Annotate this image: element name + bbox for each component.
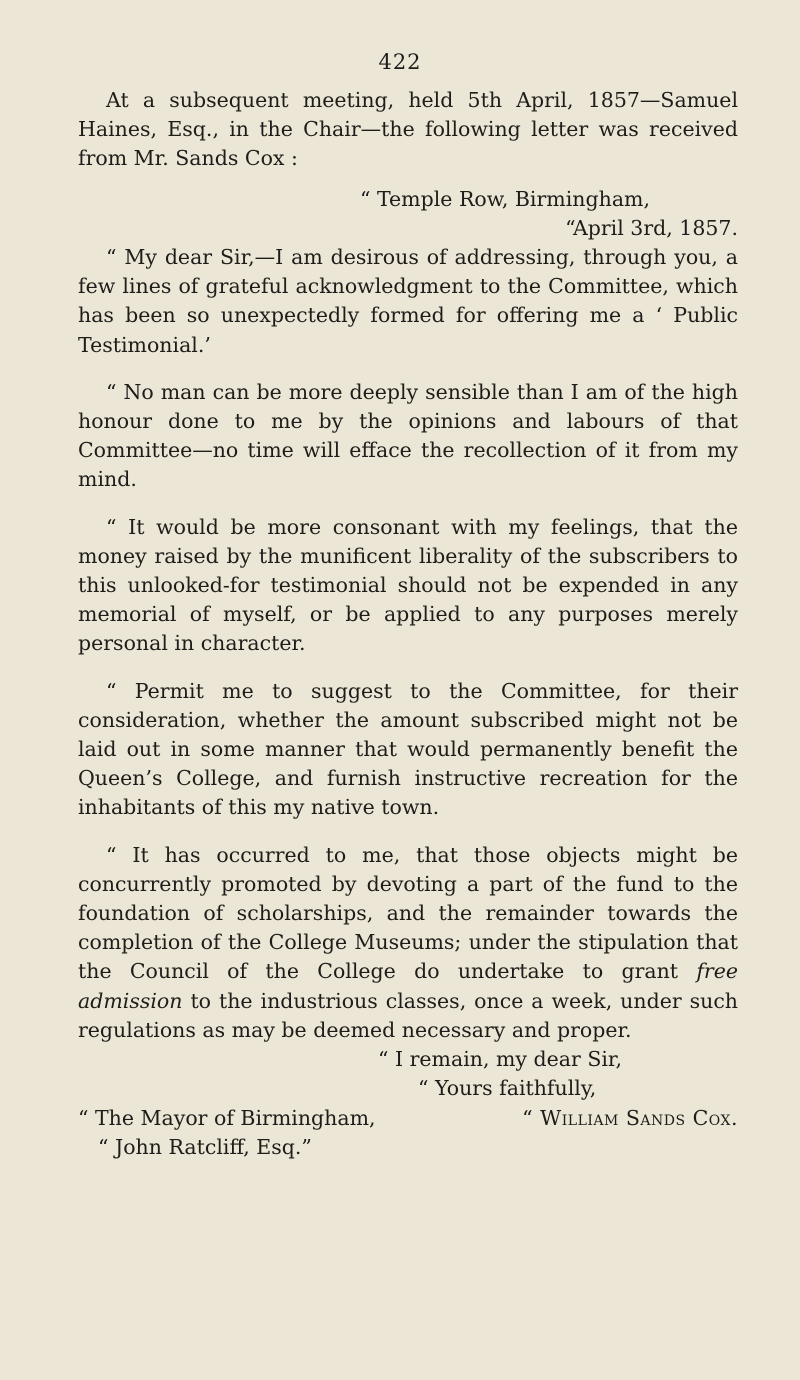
last-paragraph-text-end: to the industrious classes, once a week, under such regulations as may be deemed necessary and proper.: [78, 988, 738, 1042]
last-paragraph-text: “ It has occurred to me, that those objects might be concurrently promoted by devoting a part of the fund to the foundation of scholarships, and the remainder towards the completion of the College Museums; under the stipulation that the Council of the College do undertake to grant: [78, 842, 738, 984]
letter-date: “April 3rd, 1857.: [565, 215, 738, 240]
page-number: 422: [378, 50, 422, 74]
closing-line: “ I remain, my dear Sir,: [378, 1047, 622, 1072]
closing-line: “ Yours faithfully,: [418, 1076, 597, 1101]
signature: “ William Sands Cox.: [522, 1105, 738, 1130]
signature-row: [78, 1104, 738, 1133]
letter-paragraph: “ My dear Sir,—I am desirous of addressing, through you, a few lines of grateful acknowledgment to the Committee, which has been so unexpectedly formed for offering me a ‘ Public Testimonial.’: [78, 245, 738, 357]
letter-paragraph-last: [78, 841, 738, 1045]
emphasis-free-admission: free admission: [78, 959, 738, 1013]
letter-paragraph: “ It would be more consonant with my feelings, that the money raised by the munificent liberality of the subscribers to this unlooked-for testimonial should not be expended in any memorial of myself, or be applied to any purposes merely personal in character.: [78, 514, 738, 656]
page-text: [78, 86, 738, 1162]
letter-paragraph: “ No man can be more deeply sensible than I am of the high honour done to me by the opinions and labours of that Committee—no time will efface the recollection of it from my mind.: [78, 379, 738, 492]
addressee-name: “ John Ratcliff, Esq.”: [98, 1134, 312, 1159]
intro-paragraph: At a subsequent meeting, held 5th April, 1857—Samuel Haines, Esq., in the Chair—the following letter was received from Mr. Sands Cox :: [78, 88, 738, 171]
letter-address: “ Temple Row, Birmingham,: [359, 186, 650, 211]
addressee: “ The Mayor of Birmingham,: [78, 1105, 376, 1130]
letter-paragraph: “ Permit me to suggest to the Committee, for their consideration, whether the amount subscribed might not be laid out in some manner that would permanently benefit the Queen’s College, and furnish instructive recreation for the inhabitants of this my native town.: [78, 678, 738, 820]
